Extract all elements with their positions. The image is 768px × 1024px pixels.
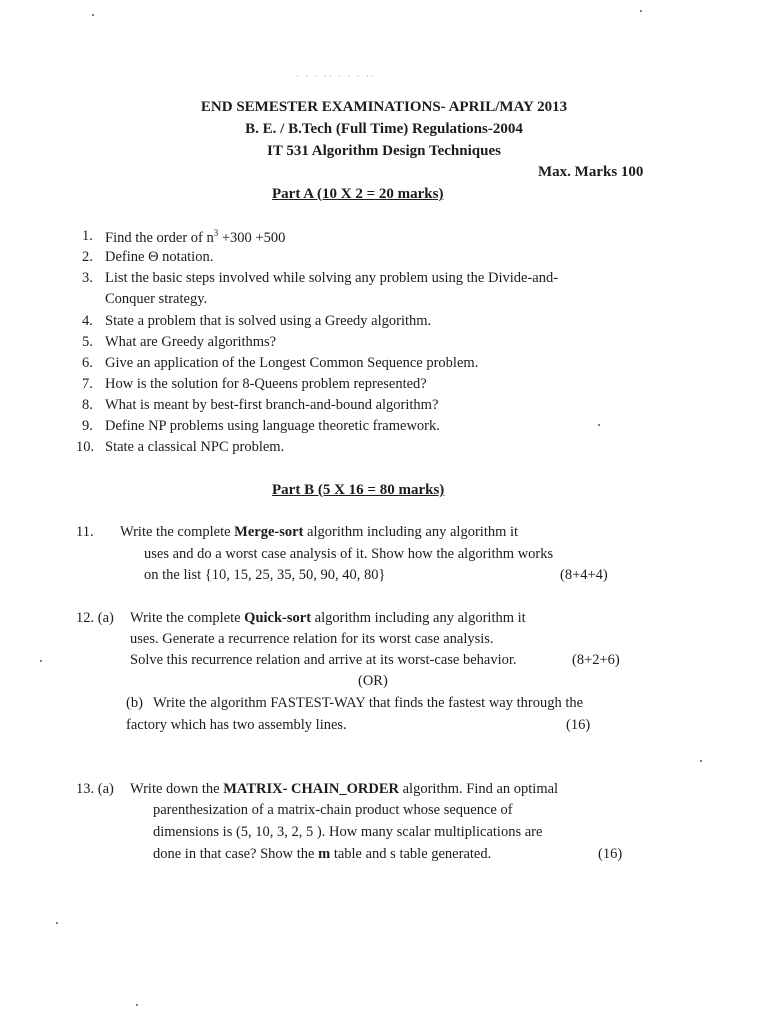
question-text: What are Greedy algorithms?: [105, 334, 277, 350]
algorithm-name: Quick-sort: [244, 610, 312, 626]
marks-allocation: (16): [598, 846, 623, 862]
program-line: B. E. / B.Tech (Full Time) Regulations-2004: [245, 121, 523, 137]
scan-speck: [40, 660, 42, 662]
question-text: uses and do a worst case analysis of it. Show how the algorithm works: [144, 546, 554, 562]
marks-allocation: (8+2+6): [572, 652, 620, 668]
marks-allocation: (16): [566, 717, 591, 733]
marks-allocation: (8+4+4): [560, 567, 608, 583]
scan-speck: [700, 760, 702, 762]
scan-smudge: ˙ ˙ ˙ ˙˙ ˙ ˙ ˙ ˙˙: [296, 74, 376, 84]
question-number: 13. (a): [76, 781, 114, 797]
scan-speck: [598, 424, 600, 426]
question-number: 11.: [76, 524, 94, 540]
question-text: List the basic steps involved while solving any problem using the Divide-and-: [105, 270, 559, 286]
question-number: 4.: [82, 313, 93, 329]
sub-question-label: (b): [126, 695, 143, 711]
question-text: dimensions is (5, 10, 3, 2, 5 ). How many scalar multiplications are: [153, 824, 543, 840]
question-text: Solve this recurrence relation and arrive at its worst-case behavior.: [130, 652, 517, 668]
course-title: IT 531 Algorithm Design Techniques: [267, 143, 501, 159]
exponent: 3: [213, 228, 219, 238]
algorithm-name: MATRIX- CHAIN_ORDER: [223, 781, 399, 797]
question-text: Find the order of $n^3 +300 +500$: [105, 228, 286, 246]
question-number: 5.: [82, 334, 93, 350]
question-text: Write the complete Quick-sort algorithm including any algorithm it: [130, 610, 526, 626]
question-text: Define NP problems using language theoretic framework.: [105, 418, 440, 434]
question-text: What is meant by best-first branch-and-bound algorithm?: [105, 397, 439, 413]
question-number: 10.: [76, 439, 95, 455]
or-separator: (OR): [358, 673, 388, 689]
question-text: done in that case? Show the m table and s table generated.: [153, 846, 492, 862]
scan-speck: [640, 10, 642, 12]
question-text: Write the complete Merge-sort algorithm including any algorithm it: [120, 524, 519, 540]
question-text: factory which has two assembly lines.: [126, 717, 347, 733]
question-number: 2.: [82, 249, 93, 265]
question-text: How is the solution for 8-Queens problem represented?: [105, 376, 427, 392]
scan-speck: [136, 1004, 138, 1006]
question-number: 8.: [82, 397, 93, 413]
max-marks: Max. Marks 100: [538, 164, 644, 180]
question-text: State a classical NPC problem.: [105, 439, 285, 455]
question-text: State a problem that is solved using a Greedy algorithm.: [105, 313, 432, 329]
question-text: Write down the MATRIX- CHAIN_ORDER algorithm. Find an optimal: [130, 781, 559, 797]
scan-speck: [92, 14, 94, 16]
part-a-title: Part A (10 X 2 = 20 marks): [272, 186, 444, 202]
scan-speck: [56, 922, 58, 924]
part-b-title: Part B (5 X 16 = 80 marks): [272, 482, 445, 498]
question-text: on the list {10, 15, 25, 35, 50, 90, 40, 80}: [144, 567, 386, 583]
question-number: 3.: [82, 270, 93, 286]
algorithm-name: Merge-sort: [234, 524, 304, 540]
question-number: 1.: [82, 228, 93, 244]
question-number: 6.: [82, 355, 93, 371]
question-text: uses. Generate a recurrence relation for its worst case analysis.: [130, 631, 494, 647]
question-text: Write the algorithm FASTEST-WAY that finds the fastest way through the: [153, 695, 584, 711]
question-text: Define Θ notation.: [105, 249, 214, 265]
question-text-continued: Conquer strategy.: [105, 291, 208, 307]
question-text: parenthesization of a matrix-chain product whose sequence of: [153, 802, 513, 818]
exam-title: END SEMESTER EXAMINATIONS- APRIL/MAY 2013: [200, 99, 568, 115]
question-number: 7.: [82, 376, 93, 392]
question-number: 12. (a): [76, 610, 114, 626]
question-number: 9.: [82, 418, 93, 434]
question-text: Give an application of the Longest Common Sequence problem.: [105, 355, 479, 371]
